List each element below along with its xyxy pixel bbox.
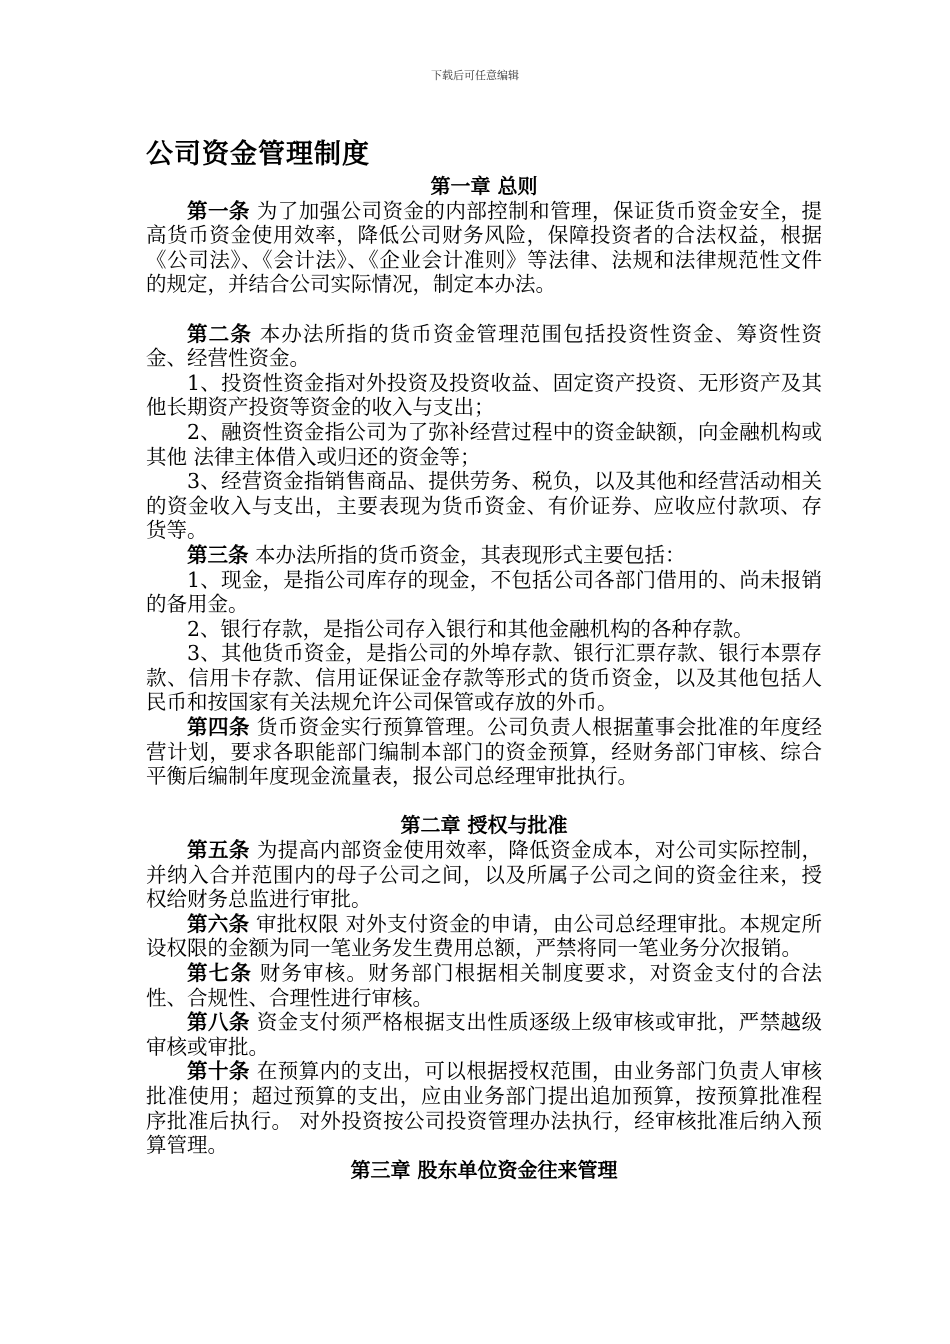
chapter-1-heading: 第一章 总则 — [430, 174, 538, 198]
article-2-text: 本办法所指的货币资金管理范围包括投资性资金、筹资性资金、经营性资金。 — [146, 321, 823, 371]
article-7-label: 第七条 — [187, 961, 253, 985]
article-4-label: 第四条 — [187, 715, 250, 740]
article-1-text: 为了加强公司资金的内部控制和管理，保证货币资金安全，提高货币资金使用效率，降低公司财务风险，保障投资者的合法权益，根据《公司法》、《会计法》、《企业会计准则》等法律、法规和法律规范性文件的规定，并结合公司实际情况，制定本办法。 — [146, 198, 822, 297]
article-5-label: 第五条 — [187, 838, 250, 863]
article-10-label: 第十条 — [187, 1059, 250, 1084]
article-7 — [146, 961, 822, 1010]
article-7-text: 财务审核。财务部门根据相关制度要求，对资金支付的合法性、合规性、合理性进行审核。 — [146, 961, 823, 1010]
article-8-text: 资金支付须严格根据支出性质逐级上级审核或审批，严禁越级审核或审批。 — [146, 1010, 822, 1059]
article-8 — [146, 1010, 822, 1059]
article-2 — [146, 322, 822, 371]
article-5 — [146, 838, 822, 912]
paragraph-gap — [146, 297, 822, 322]
article-5-text: 为提高内部资金使用效率，降低资金成本，对公司实际控制，并纳入合并范围内的母子公司之间，以及所属子公司之间的资金往来，授权给财务总监进行审批。 — [146, 838, 822, 912]
article-1-label: 第一条 — [187, 198, 250, 223]
article-10-text: 在预算内的支出，可以根据授权范围，由业务部门负责人审核批准使用；超过预算的支出，应由业务部门提出追加预算，按预算批准程序批准后执行。 对外投资按公司投资管理办法执行，经审核批准后纳入预算管理。 — [146, 1059, 822, 1158]
paragraph-gap — [146, 789, 822, 814]
article-3-item-1: 1、现金，是指公司库存的现金，不包括公司各部门借用的、尚未报销的备用金。 — [146, 567, 822, 617]
article-4-text: 货币资金实行预算管理。公司负责人根据董事会批准的年度经营计划，要求各职能部门编制本部门的资金预算，经财务部门审核、综合平衡后编制年度现金流量表，报公司总经理审批执行。 — [146, 715, 822, 789]
article-1 — [146, 199, 822, 297]
article-3-item-2: 2、银行存款，是指公司存入银行和其他金融机构的各种存款。 — [187, 616, 754, 641]
article-2-label: 第二条 — [187, 321, 253, 346]
document-title: 公司资金管理制度 — [146, 139, 370, 170]
article-6-label: 第六条 — [187, 911, 250, 936]
article-10 — [146, 1059, 822, 1157]
article-3-item-3: 3、其他货币资金，是指公司的外埠存款、银行汇票存款、银行本票存款、信用卡存款、信用证保证金存款等形式的货币资金，以及其他包括人民币和按国家有关法规允许公司保管或存放的外币。 — [146, 641, 822, 715]
article-3-label: 第三条 — [187, 542, 249, 567]
chapter-3-heading: 第三章 股东单位资金往来管理 — [350, 1157, 618, 1182]
article-6 — [146, 912, 822, 961]
article-8-label: 第八条 — [187, 1010, 250, 1035]
article-6-text: 审批权限 对外支付资金的申请，由公司总经理审批。本规定所设权限的金额为同一笔业务发生费用总额，严禁将同一笔业务分次报销。 — [146, 911, 823, 961]
article-3 — [146, 543, 822, 568]
article-3-text: 本办法所指的货币资金，其表现形式主要包括： — [255, 542, 686, 567]
article-4 — [146, 715, 822, 789]
article-2-item-1: 1、投资性资金指对外投资及投资收益、固定资产投资、无形资产及其他长期资产投资等资金的收入与支出； — [146, 370, 822, 420]
article-2-item-2: 2、融资性资金指公司为了弥补经营过程中的资金缺额，向金融机构或其他 法律主体借入或归还的资金等； — [146, 419, 822, 469]
chapter-2-heading: 第二章 授权与批准 — [400, 813, 568, 838]
header-note: 下载后可任意编辑 — [431, 69, 519, 82]
article-2-item-3: 3、经营资金指销售商品、提供劳务、税负，以及其他和经营活动相关的资金收入与支出，主要表现为货币资金、有价证券、应收应付款项、存货等。 — [146, 469, 822, 543]
document-body — [146, 174, 822, 1182]
